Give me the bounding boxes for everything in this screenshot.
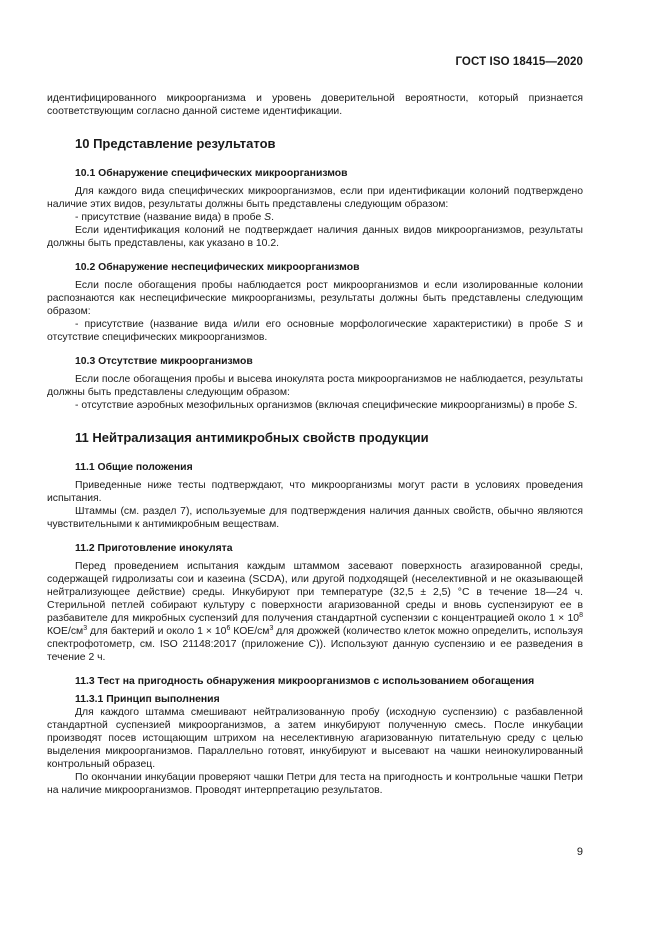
section-11-3-1-paragraph: Для каждого штамма смешивают нейтрализованную пробу (исходную суспензию) с разбавленной стандартной суспензией микроорганизмов, а затем инкубируют полученную смесь. После инкубации производят посев истощающим штрихом на неселективную агаризованную питательную среду с целью выделения микроорганизмов. Параллельно готовят, инкубируют и высевают на чашки неинокулированный контрольный образец. xyxy=(47,707,583,770)
page-number: 9 xyxy=(576,846,583,858)
section-11-3-1-paragraph: По окончании инкубации проверяют чашки Петри для теста на пригодность и контрольные чашки Петри на наличие микроорганизмов. Проводят интерпретацию результатов. xyxy=(47,772,583,796)
section-11-1-paragraph: Штаммы (см. раздел 7), используемые для подтверждения наличия данных свойств, обычно являются чувствительными к антимикробным веществам. xyxy=(47,506,583,530)
section-11-1-paragraph: Приведенные ниже тесты подтверждают, что микроорганизмы могут расти в условиях проведения испытания. xyxy=(47,480,583,504)
section-10-2-paragraph: Если после обогащения пробы наблюдается рост микроорганизмов и если изолированные колонии распознаются как неспецифические микроорганизмы, результаты должны быть представлены следующим образом: xyxy=(47,280,583,317)
section-11-1-heading: 11.1 Общие положения xyxy=(75,462,193,473)
section-10-3-heading: 10.3 Отсутствие микроорганизмов xyxy=(75,356,253,367)
intro-paragraph: идентифицированного микроорганизма и уровень доверительной вероятности, который признается соответствующим согласно данной системе идентификации. xyxy=(47,93,583,117)
section-11-3-heading: 11.3 Тест на пригодность обнаружения микроорганизмов с использованием обогащения xyxy=(75,676,535,687)
section-10-1-list-item: - присутствие (название вида) в пробе S. xyxy=(75,212,274,223)
document-header: ГОСТ ISO 18415—2020 xyxy=(455,56,583,68)
section-10-2-heading: 10.2 Обнаружение неспецифических микроорганизмов xyxy=(75,262,360,273)
section-10-1-heading: 10.1 Обнаружение специфических микроорганизмов xyxy=(75,168,348,179)
section-11-2-paragraph: Перед проведением испытания каждым штаммом засевают поверхность агазированной среды, содержащей гидролизаты сои и казеина (SCDA), или другой подходящей (неселективной и не оказывающей нейтрализующее действие) среды. Инкубируют при температуре (32,5 ± 2,5) °С в течение 18—24 ч. Стерильной петлей собирают культуру с поверхности агаризованной среды и вновь суспензируют ее в разбавителе для микробных суспензий для получения стандартной суспензии с концентрацией около $1 \times 10^8$ КОЕ/$см^3$ для бактерий и около $1 \times 10^6$ КОЕ/$см^3$ для дрожжей (количество клеток можно определить, используя спектрофотометр, см. ISO 21148:2017 (приложение С)). Используют данную суспензию и ее разведения в течение 2 ч. xyxy=(47,561,583,663)
section-10-3-paragraph: Если после обогащения пробы и высева инокулята роста микроорганизмов не наблюдается, результаты должны быть представлены следующим образом: xyxy=(47,374,583,398)
section-10-1-paragraph: Если идентификация колоний не подтверждает наличия данных видов микроорганизмов, результаты должны быть представлены, как указано в 10.2. xyxy=(47,225,583,249)
section-10-1-paragraph: Для каждого вида специфических микроорганизмов, если при идентификации колоний подтверждено наличие этих видов, результаты должны быть представлены следующим образом: xyxy=(47,186,583,210)
document-body xyxy=(47,92,583,797)
section-11-3-1-heading: 11.3.1 Принцип выполнения xyxy=(75,694,220,705)
section-10-heading: 10 Представление результатов xyxy=(75,136,276,151)
section-11-heading: 11 Нейтрализация антимикробных свойств продукции xyxy=(75,430,429,445)
section-11-2-heading: 11.2 Приготовление инокулята xyxy=(75,543,233,554)
section-10-2-list-item: - присутствие (название вида и/или его основные морфологические характеристики) в пробе S и отсутствие специфических микроорганизмов. xyxy=(47,319,583,343)
section-10-3-list-item: - отсутствие аэробных мезофильных организмов (включая специфические микроорганизмы) в пробе S. xyxy=(75,400,578,411)
